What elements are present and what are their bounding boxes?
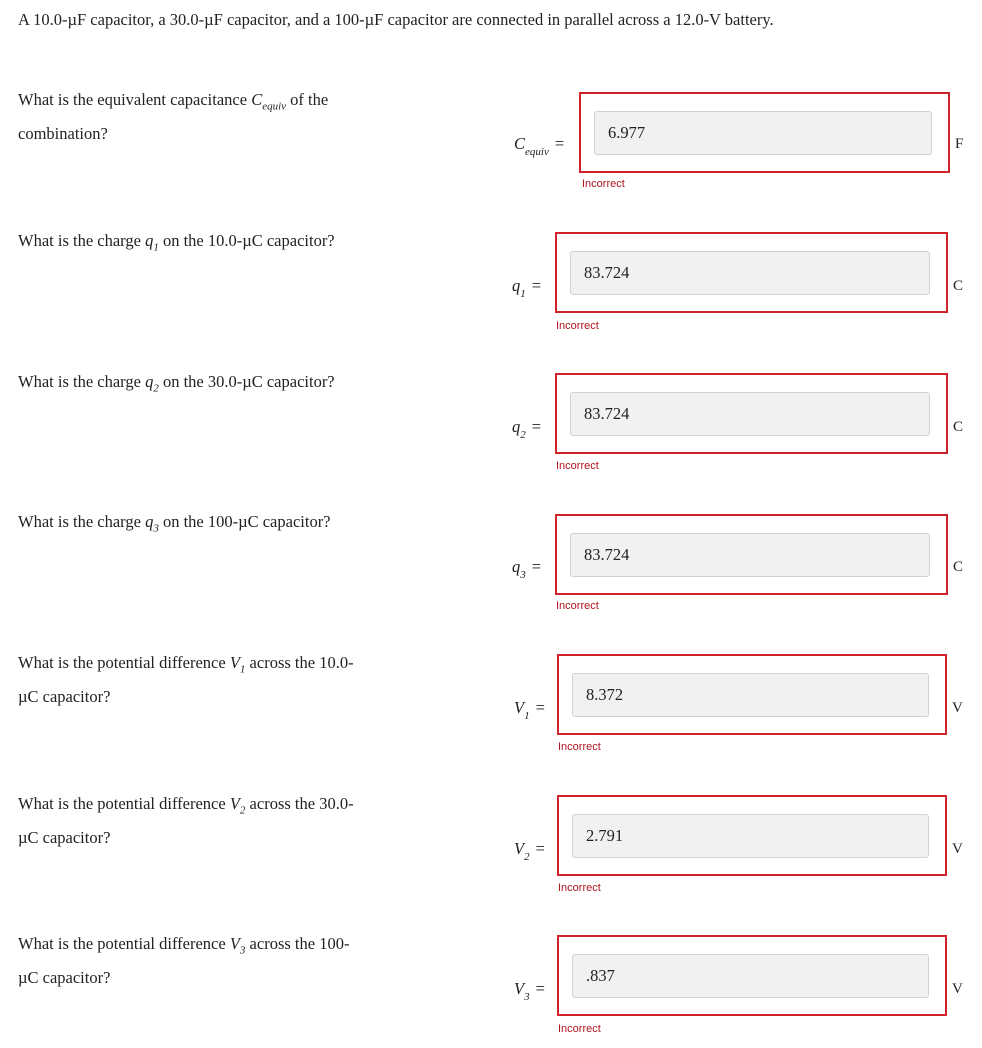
answer-box — [555, 373, 948, 454]
feedback-incorrect: Incorrect — [556, 320, 599, 332]
answer-input[interactable] — [570, 533, 930, 577]
answer-input[interactable] — [572, 954, 929, 998]
feedback-incorrect: Incorrect — [556, 600, 599, 612]
answer-input[interactable] — [594, 111, 932, 155]
unit-label: V — [952, 700, 963, 716]
problem-statement: A 10.0-µF capacitor, a 30.0-µF capacitor, and a 100-µF capacitor are connected in parallel across a 12.0-V battery. — [18, 10, 774, 29]
answer-box — [555, 232, 948, 313]
question-text: What is the potential difference $V_2$ across the 30.0-µC capacitor? — [18, 794, 354, 848]
variable-label: $V_1$ = — [514, 698, 545, 723]
variable-label: $V_2$ = — [514, 839, 545, 864]
answer-input[interactable] — [570, 392, 930, 436]
feedback-incorrect: Incorrect — [558, 882, 601, 894]
variable-label: $q_2$ = — [512, 417, 542, 442]
question-text: What is the potential difference $V_1$ across the 10.0-µC capacitor? — [18, 653, 354, 707]
question-text: What is the charge $q_1$ on the 10.0-µC capacitor? — [18, 231, 335, 254]
answer-box — [557, 654, 947, 735]
feedback-incorrect: Incorrect — [556, 460, 599, 472]
unit-label: C — [953, 559, 964, 575]
answer-input[interactable] — [572, 814, 929, 858]
variable-label: $q_3$ = — [512, 557, 542, 582]
question-text: What is the equivalent capacitance $C_{equiv}$ of the combination? — [18, 90, 329, 144]
answer-input[interactable] — [570, 251, 930, 295]
feedback-incorrect: Incorrect — [558, 741, 601, 753]
answer-input[interactable] — [572, 673, 929, 717]
question-text: What is the charge $q_2$ on the 30.0-µC capacitor? — [18, 372, 335, 395]
unit-label: C — [953, 278, 964, 294]
unit-label: V — [952, 981, 963, 997]
answer-box — [555, 514, 948, 595]
question-text: What is the charge $q_3$ on the 100-µC capacitor? — [18, 512, 331, 535]
variable-label: $C_{equiv}$ = — [514, 134, 565, 159]
answer-box — [557, 935, 947, 1016]
unit-label: F — [955, 136, 964, 152]
variable-label: $q_1$ = — [512, 276, 542, 301]
answer-box — [557, 795, 947, 876]
question-text: What is the potential difference $V_3$ across the 100-µC capacitor? — [18, 934, 350, 988]
variable-label: $V_3$ = — [514, 979, 545, 1004]
unit-label: C — [953, 419, 964, 435]
feedback-incorrect: Incorrect — [582, 178, 625, 190]
feedback-incorrect: Incorrect — [558, 1023, 601, 1035]
unit-label: V — [952, 841, 963, 857]
answer-box — [579, 92, 950, 173]
